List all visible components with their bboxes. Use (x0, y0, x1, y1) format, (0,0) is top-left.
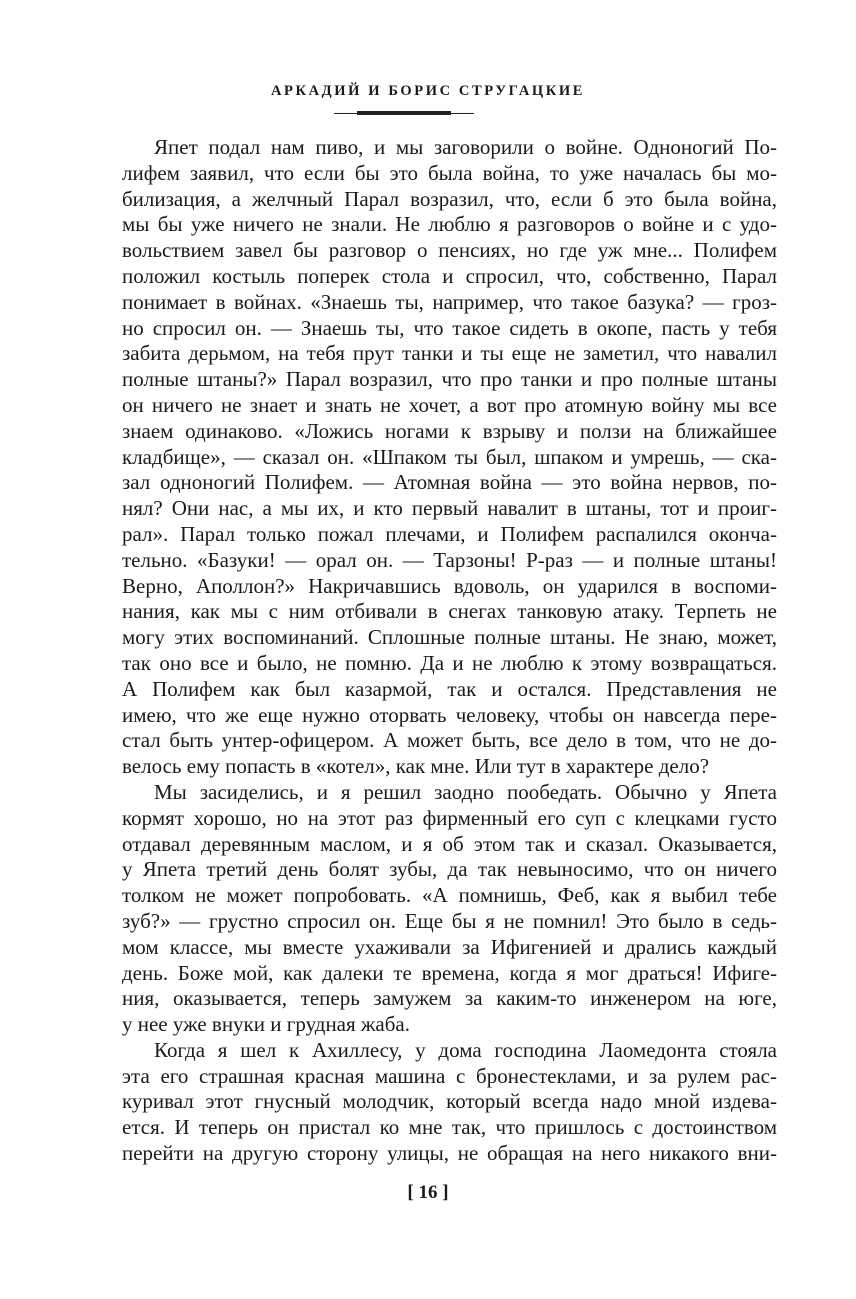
text-line: полные штаны?» Парал возразил, что про танки и про полные штаны (122, 367, 777, 392)
text-line: забита дерьмом, на тебя прут танки и ты еще не заметил, что навалил (122, 341, 777, 366)
text-line: так оно все и было, не помню. Да и не люблю к этому возвращаться. (122, 650, 777, 675)
text-line: Мы засиделись, и я решил заодно пообедать. Обычно у Япета (154, 779, 777, 804)
text-line: ния, оказывается, теперь замужем за каким-то инженером на юге, (122, 986, 777, 1011)
text-line: нял? Они нас, а мы их, и кто первый навалит в штаны, тот и проиг- (122, 496, 777, 521)
running-header: АРКАДИЙ И БОРИС СТРУГАЦКИЕ (270, 83, 586, 99)
text-line: мом классе, мы вместе ухаживали за Ифигенией и дрались каждый (122, 934, 777, 959)
text-line: тельно. «Базуки! — орал он. — Тарзоны! Р-раз — и полные штаны! (122, 547, 777, 572)
text-line: Япет подал нам пиво, и мы заговорили о войне. Одноногий По- (154, 135, 777, 159)
text-line: Когда я шел к Ахиллесу, у дома господина Лаомедонта стояла (154, 1037, 777, 1062)
text-line: велось ему попасть в «котел», как мне. Или тут в характере дело? (122, 754, 710, 779)
text-line: отдавал деревянным маслом, и я об этом так и сказал. Оказывается, (122, 831, 777, 856)
text-line: ется. И теперь он пристал ко мне так, что пришлось с достоинством (122, 1115, 777, 1140)
text-line: имею, что же еще нужно оторвать человеку, чтобы он навсегда пере- (122, 702, 777, 727)
text-line: рал». Парал только пожал плечами, и Полифем распалился оконча- (122, 521, 777, 546)
text-line: день. Боже мой, как далеки те времена, когда я мог драться! Ифиге- (122, 960, 777, 985)
text-line: понимает в войнах. «Знаешь ты, например, что такое базука? — гроз- (122, 289, 777, 314)
text-line: у нее уже внуки и грудная жаба. (122, 1012, 410, 1037)
paragraph (122, 135, 777, 780)
text-line: кладбище», — сказал он. «Шпаком ты был, шпаком и умрешь, — ска- (122, 444, 777, 469)
text-line: знаем одинаково. «Ложись ногами к взрыву и ползи на ближайшее (122, 418, 777, 443)
text-line: кормят хорошо, но на этот раз фирменный его суп с клецками густо (122, 805, 777, 830)
text-line: могу этих воспоминаний. Сплошные полные штаны. Не знаю, может, (122, 625, 777, 650)
page-number: [ 16 ] (407, 1182, 449, 1203)
text-line: стал быть унтер-офицером. А может быть, все дело в том, что не до- (122, 728, 777, 753)
text-line: билизация, а желчный Парал возразил, что, если б это была война, (122, 186, 777, 211)
text-line: у Япета третий день болят зубы, да так невыносимо, что он ничего (122, 857, 777, 882)
text-line: эта его страшная красная машина с бронестеклами, и за рулем рас- (122, 1063, 777, 1088)
text-line: толком не может попробовать. «А помнишь, Феб, как я выбил тебе (122, 883, 777, 908)
text-line: положил костыль поперек стола и спросил, что, собственно, Парал (122, 263, 777, 288)
text-line: А Полифем как был казармой, так и остался. Представления не (122, 676, 777, 701)
text-line: куривал этот гнусный молодчик, который всегда надо мной издева- (122, 1089, 777, 1114)
body-text (122, 135, 777, 1167)
header-divider-accent (357, 111, 451, 115)
paragraph (122, 1038, 777, 1167)
text-line: Верно, Аполлон?» Накричавшись вдоволь, он ударился в воспоми- (122, 573, 777, 598)
text-line: вольствием завел бы разговор о пенсиях, но где уж мне... Полифем (122, 238, 777, 263)
text-line: мы бы уже ничего не знали. Не люблю я разговоров о войне и с удо- (122, 212, 777, 237)
text-line: но спросил он. — Знаешь ты, что такое сидеть в окопе, пасть у тебя (122, 315, 777, 340)
text-line: зуб?» — грустно спросил он. Еще бы я не помнил! Это было в седь- (122, 908, 777, 933)
text-line: нания, как мы с ним отбивали в снегах танковую атаку. Терпеть не (122, 599, 777, 624)
text-line: перейти на другую сторону улицы, не обращая на него никакого вни- (122, 1141, 777, 1166)
text-line: зал одноногий Полифем. — Атомная война — это война нервов, по- (122, 470, 777, 495)
paragraph (122, 780, 777, 1038)
text-line: лифем заявил, что если бы это была война, то уже началась бы мо- (122, 160, 777, 185)
text-line: он ничего не знает и знать не хочет, а вот про атомную войну мы все (122, 392, 777, 417)
